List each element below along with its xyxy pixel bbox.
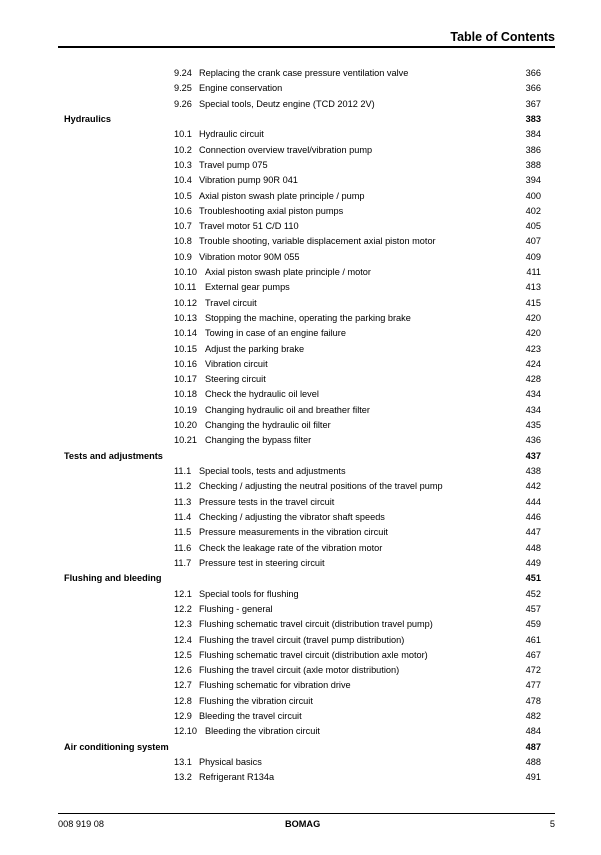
toc-entry-number: 11.1 (174, 466, 192, 477)
toc-entry-title: Flushing - general (199, 604, 273, 614)
toc-page-number: 457 (525, 604, 541, 614)
toc-page-number: 388 (525, 159, 541, 170)
toc-page-number: 435 (525, 420, 541, 431)
toc-entry-number: 12.8 (174, 695, 192, 706)
toc-entry-row[interactable] (0, 250, 601, 265)
toc-page-number: 437 (525, 450, 541, 461)
toc-entry-row[interactable] (0, 633, 601, 648)
footer-divider (58, 813, 555, 814)
toc-entry-row[interactable] (0, 265, 601, 280)
toc-entry-number: 12.9 (174, 711, 192, 722)
toc-entry-number: 9.25 (174, 83, 192, 94)
toc-entry-title: Travel circuit (205, 297, 257, 308)
toc-entry-row[interactable] (0, 403, 601, 418)
toc-entry-row[interactable] (0, 158, 601, 173)
toc-entry-title: Flushing the travel circuit (travel pump distribution) (199, 634, 405, 645)
toc-entry-title: Special tools, Deutz engine (TCD 2012 2V) (199, 98, 375, 109)
toc-page-number: 434 (525, 404, 541, 415)
toc-entry-number: 11.7 (174, 557, 192, 568)
toc-page-number: 386 (525, 144, 541, 155)
toc-entry-row[interactable] (0, 387, 601, 402)
toc-page-number: 438 (525, 466, 541, 477)
toc-entry-row[interactable] (0, 663, 601, 678)
toc-entry-title: Axial piston swash plate principle / motor (205, 267, 371, 278)
toc-entry-title: Adjust the parking brake (205, 343, 305, 354)
toc-entry-number: 12.3 (174, 619, 192, 630)
toc-entry-row[interactable] (0, 372, 601, 387)
toc-entry-row[interactable] (0, 296, 601, 311)
toc-page-number: 400 (525, 190, 541, 201)
toc-entry-row[interactable] (0, 479, 601, 494)
toc-entry-title: Vibration circuit (205, 358, 268, 369)
toc-section-title: Tests and adjustments (64, 450, 163, 461)
toc-page-number: 384 (525, 129, 541, 140)
toc-entry-title: Changing the bypass filter (205, 435, 312, 446)
toc-page-number: 442 (525, 481, 541, 492)
toc-page-number: 488 (525, 757, 541, 768)
toc-page-number: 420 (525, 312, 541, 323)
toc-entry-title: Physical basics (199, 757, 262, 768)
toc-entry-title: External gear pumps (205, 282, 290, 293)
toc-page-number: 447 (525, 527, 541, 538)
toc-page-number: 449 (525, 557, 541, 568)
toc-entry-number: 10.19 (174, 404, 197, 415)
toc-page-number: 484 (525, 726, 541, 737)
toc-page-number: 394 (525, 175, 541, 186)
toc-entry-title: Trouble shooting, variable displacement axial piston motor (199, 236, 436, 247)
toc-section-title: Hydraulics (64, 113, 111, 124)
toc-entry-number: 12.4 (174, 634, 192, 645)
toc-entry-number: 10.21 (174, 435, 197, 446)
toc-entry-row[interactable] (0, 418, 601, 433)
toc-entry-row[interactable] (0, 709, 601, 724)
toc-entry-row[interactable] (0, 587, 601, 602)
toc-page-number: 402 (525, 205, 541, 216)
toc-entry-number: 10.8 (174, 236, 192, 247)
toc-page-number: 411 (526, 267, 541, 278)
toc-page-number: 448 (525, 542, 541, 553)
toc-entry-number: 10.12 (174, 297, 197, 308)
toc-entry-row[interactable] (0, 433, 601, 448)
toc-page-number: 459 (525, 619, 541, 630)
toc-entry-number: 10.4 (174, 175, 192, 186)
toc-entry-row[interactable] (0, 173, 601, 188)
toc-entry-number: 9.26 (174, 98, 192, 109)
document-number: 008 919 08 (58, 819, 104, 829)
toc-entry-row[interactable] (0, 694, 601, 709)
toc-entry-title: Vibration pump 90R 041 (199, 175, 298, 186)
toc-section-title: Air conditioning system (64, 741, 169, 752)
toc-entry-number: 13.2 (174, 772, 192, 783)
toc-page-number: 366 (525, 68, 541, 78)
toc-entry-number: 10.3 (174, 159, 192, 170)
toc-entry-row[interactable] (0, 66, 601, 81)
toc-entry-title: Stopping the machine, operating the parking brake (205, 312, 411, 323)
toc-entry-number: 10.11 (174, 282, 197, 293)
toc-entry-title: Travel motor 51 C/D 110 (199, 221, 299, 232)
toc-entry-number: 11.6 (174, 542, 192, 553)
toc-entry-row[interactable] (0, 357, 601, 372)
toc-page-number: 413 (525, 282, 541, 293)
toc-entry-title: Engine conservation (199, 83, 283, 94)
toc-entry-row[interactable] (0, 525, 601, 540)
toc-section-row[interactable] (0, 740, 601, 756)
toc-entry-title: Pressure tests in the travel circuit (199, 496, 335, 507)
toc-section-row[interactable] (0, 449, 601, 465)
toc-page-number: 451 (525, 573, 541, 584)
toc-page-number: 367 (525, 98, 541, 109)
toc-entry-title: Towing in case of an engine failure (205, 328, 346, 339)
toc-entry-number: 10.9 (174, 251, 192, 262)
toc-entry-number: 11.3 (174, 496, 192, 507)
toc-entry-row[interactable] (0, 617, 601, 632)
toc-section-row[interactable] (0, 112, 601, 128)
toc-entry-number: 10.17 (174, 374, 197, 385)
toc-entry-number: 10.15 (174, 343, 197, 354)
toc-page-number: 415 (525, 297, 541, 308)
toc-entry-row[interactable] (0, 81, 601, 96)
toc-entry-row[interactable] (0, 189, 601, 204)
toc-entry-row[interactable] (0, 280, 601, 295)
toc-page-number: 482 (525, 711, 541, 722)
toc-entry-row[interactable] (0, 602, 601, 617)
toc-entry-title: Check the leakage rate of the vibration motor (199, 542, 383, 553)
toc-page-number: 491 (525, 772, 541, 783)
brand-name: BOMAG (285, 819, 321, 829)
toc-entry-title: Flushing the vibration circuit (199, 695, 313, 706)
toc-page-number: 428 (525, 374, 541, 385)
header-divider (58, 46, 555, 48)
toc-entry-title: Flushing schematic travel circuit (distribution axle motor) (199, 649, 428, 660)
toc-page-number: 472 (525, 665, 541, 676)
toc-entry-title: Connection overview travel/vibration pump (199, 144, 373, 155)
toc-entry-title: Special tools, tests and adjustments (199, 466, 346, 477)
toc-page-number: 461 (525, 634, 541, 645)
toc-entry-title: Steering circuit (205, 374, 266, 385)
toc-entry-row[interactable] (0, 127, 601, 142)
toc-entry-row[interactable] (0, 755, 601, 770)
toc-entry-number: 10.10 (174, 267, 197, 278)
toc-page-number: 383 (525, 113, 541, 124)
toc-entry-title: Checking / adjusting the vibrator shaft speeds (199, 512, 385, 523)
toc-section-title: Flushing and bleeding (64, 573, 162, 584)
toc-page-number: 407 (525, 236, 541, 247)
toc-entry-number: 10.20 (174, 420, 197, 431)
toc-entry-row[interactable] (0, 219, 601, 234)
toc-entry-number: 10.13 (174, 312, 197, 323)
toc-entry-title: Bleeding the vibration circuit (205, 726, 320, 737)
toc-entry-number: 12.10 (174, 726, 197, 737)
toc-entry-number: 12.2 (174, 604, 192, 614)
toc-page-number: 452 (525, 588, 541, 599)
toc-page-number: 409 (525, 251, 541, 262)
toc-entry-title: Check the hydraulic oil level (205, 389, 319, 400)
toc-entry-number: 11.2 (174, 481, 192, 492)
toc-page-number: 424 (525, 358, 541, 369)
toc-entry-number: 11.4 (174, 512, 192, 523)
toc-entry-row[interactable] (0, 311, 601, 326)
toc-entry-number: 12.7 (174, 680, 192, 691)
toc-entry-number: 12.1 (174, 588, 192, 599)
page-number: 5 (549, 819, 555, 829)
toc-entry-row[interactable] (0, 342, 601, 357)
toc-entry-row[interactable] (0, 234, 601, 249)
toc-page-number: 487 (525, 741, 541, 752)
page-header-title: Table of Contents (450, 30, 555, 44)
toc-page-number: 405 (525, 221, 541, 232)
toc-entry-number: 9.24 (174, 68, 192, 78)
toc-page-number: 467 (525, 649, 541, 660)
toc-entry-number: 10.14 (174, 328, 197, 339)
toc-entry-number: 10.6 (174, 205, 192, 216)
toc-entry-title: Vibration motor 90M 055 (199, 251, 300, 262)
toc-entry-number: 10.18 (174, 389, 197, 400)
toc-page-number: 366 (525, 83, 541, 94)
toc-entry-row[interactable] (0, 770, 601, 785)
toc-entry-title: Travel pump 075 (199, 159, 268, 170)
toc-entry-number: 10.16 (174, 358, 197, 369)
toc-entry-title: Flushing the travel circuit (axle motor distribution) (199, 665, 400, 676)
toc-page-number: 477 (525, 680, 541, 691)
toc-entry-number: 13.1 (174, 757, 192, 768)
toc-section-row[interactable] (0, 571, 601, 587)
toc-entry-row[interactable] (0, 97, 601, 112)
toc-entry-number: 10.5 (174, 190, 192, 201)
toc-entry-title: Hydraulic circuit (199, 129, 264, 140)
toc-entry-row[interactable] (0, 648, 601, 663)
table-of-contents (0, 66, 601, 786)
toc-entry-row[interactable] (0, 326, 601, 341)
toc-entry-title: Flushing schematic for vibration drive (199, 680, 351, 691)
toc-entry-row[interactable] (0, 464, 601, 479)
toc-entry-title: Troubleshooting axial piston pumps (199, 205, 344, 216)
toc-page-number: 420 (525, 328, 541, 339)
toc-entry-number: 12.5 (174, 649, 192, 660)
toc-entry-number: 12.6 (174, 665, 192, 676)
toc-entry-title: Pressure test in steering circuit (199, 557, 325, 568)
toc-entry-title: Bleeding the travel circuit (199, 711, 302, 722)
toc-entry-row[interactable] (0, 678, 601, 693)
toc-page-number: 444 (525, 496, 541, 507)
toc-entry-row[interactable] (0, 541, 601, 556)
toc-entry-row[interactable] (0, 204, 601, 219)
toc-entry-row[interactable] (0, 724, 601, 739)
toc-entry-title: Checking / adjusting the neutral positions of the travel pump (199, 481, 443, 492)
toc-entry-row[interactable] (0, 556, 601, 571)
toc-page-number: 434 (525, 389, 541, 400)
toc-page-number: 423 (525, 343, 541, 354)
toc-entry-row[interactable] (0, 143, 601, 158)
toc-entry-number: 10.2 (174, 144, 192, 155)
toc-page-number: 478 (525, 695, 541, 706)
toc-entry-number: 10.1 (174, 129, 192, 140)
toc-entry-title: Refrigerant R134a (199, 772, 275, 783)
toc-entry-title: Flushing schematic travel circuit (distribution travel pump) (199, 619, 433, 630)
toc-entry-number: 11.5 (174, 527, 192, 538)
toc-entry-title: Changing the hydraulic oil filter (205, 420, 331, 431)
toc-page-number: 436 (525, 435, 541, 446)
toc-entry-title: Axial piston swash plate principle / pump (199, 190, 365, 201)
toc-page-number: 446 (525, 512, 541, 523)
toc-entry-number: 10.7 (174, 221, 192, 232)
toc-entry-title: Replacing the crank case pressure ventilation valve (199, 68, 409, 78)
toc-entry-title: Changing hydraulic oil and breather filter (205, 404, 370, 415)
toc-entry-title: Special tools for flushing (199, 588, 299, 599)
toc-entry-title: Pressure measurements in the vibration circuit (199, 527, 388, 538)
toc-entry-row[interactable] (0, 510, 601, 525)
toc-entry-row[interactable] (0, 495, 601, 510)
